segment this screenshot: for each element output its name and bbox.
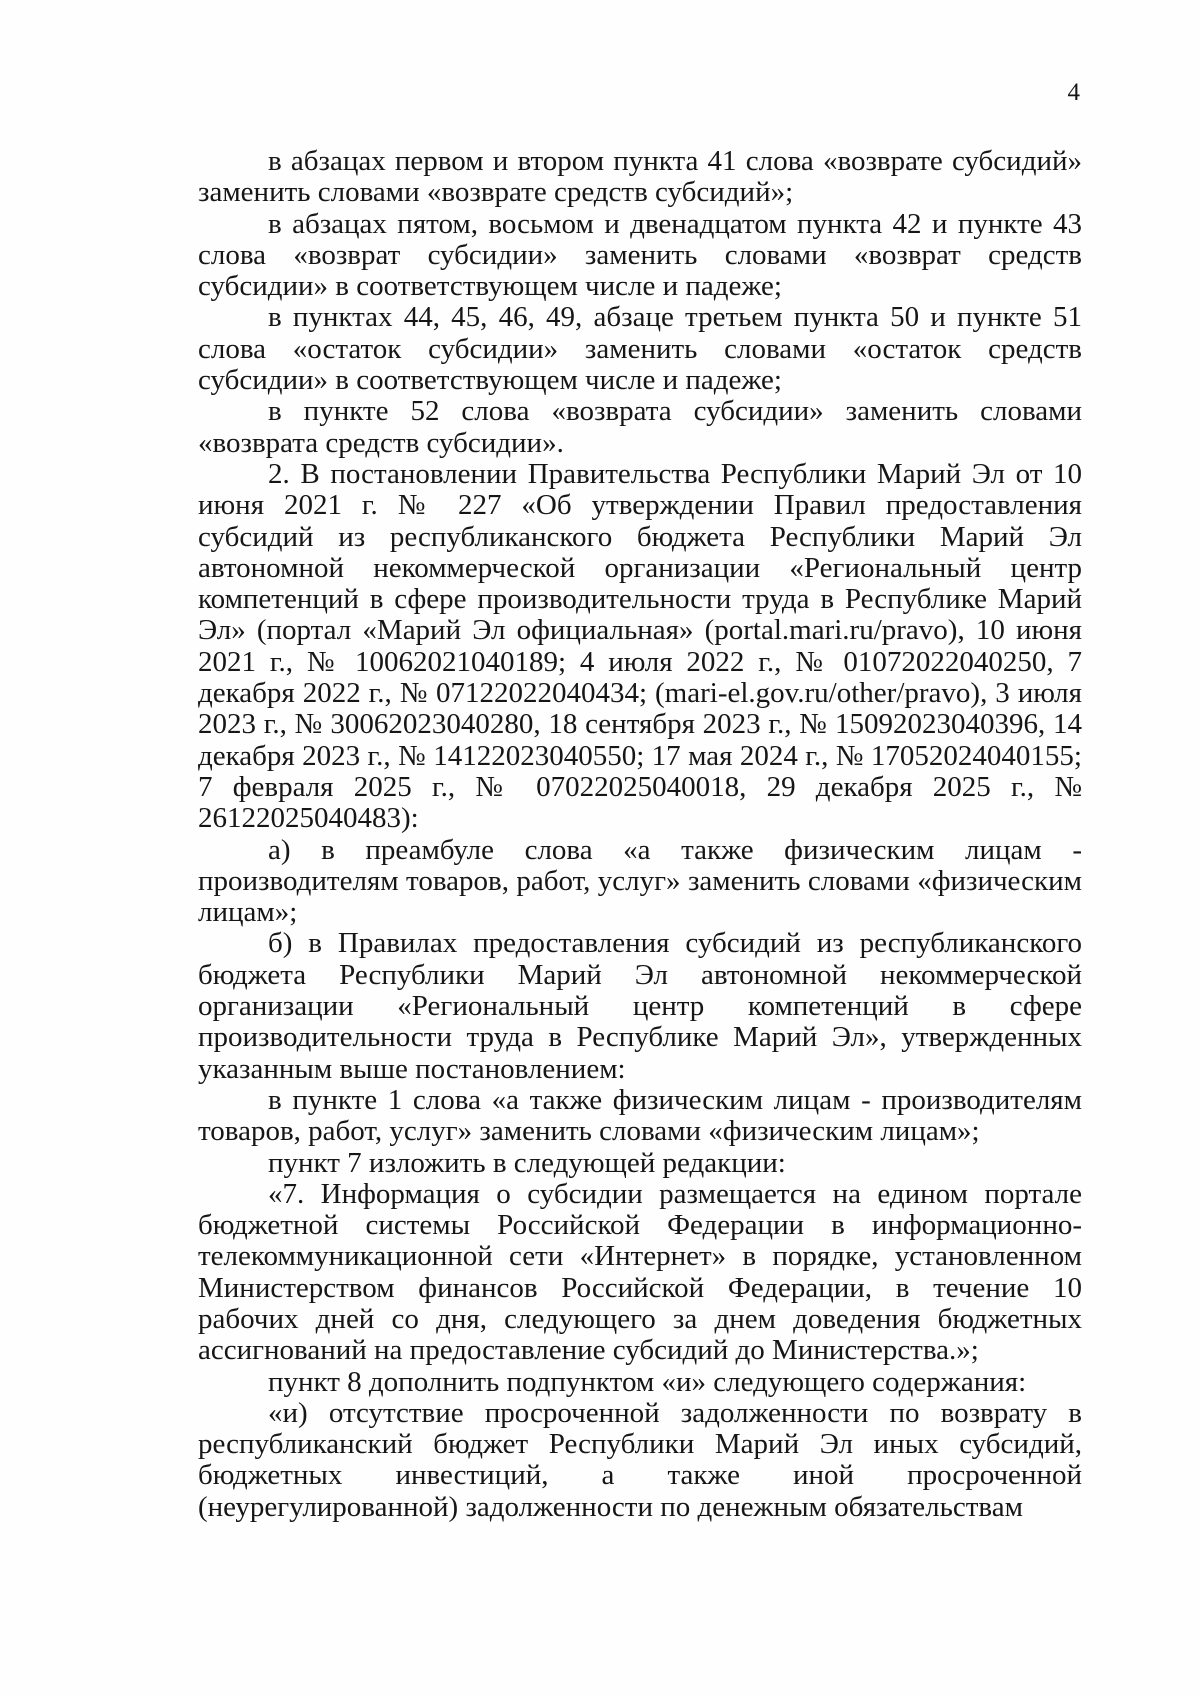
paragraph-6: а) в преамбуле слова «а также физическим лицам - производителям товаров, работ, услуг» заменить словами «физическим лицам»;: [198, 833, 1082, 929]
paragraph-10: «7. Информация о субсидии размещается на едином портале бюджетной системы Российской Федерации в информационно-телекоммуникационной сети «Интернет» в порядке, установленном Министерством финансов Российской Федерации, в течение 10 рабочих дней со дня, следующего за днем доведения бюджетных ассигнований на предоставление субсидий до Министерства.»;: [198, 1177, 1082, 1367]
paragraph-4: в пункте 52 слова «возврата субсидии» заменить словами «возврата средств субсидии».: [198, 395, 1082, 459]
paragraph-9: пункт 7 изложить в следующей редакции:: [268, 1146, 786, 1179]
document-body: [198, 146, 1082, 1523]
paragraph-11: пункт 8 дополнить подпунктом «и» следующего содержания:: [268, 1365, 1027, 1398]
paragraph-7: б) в Правилах предоставления субсидий из республиканского бюджета Республики Марий Эл автономной некоммерческой организации «Региональный центр компетенций в сфере производительности труда в Республике Марий Эл», утвержденных указанным выше постановлением:: [198, 927, 1082, 1085]
page-number: 4: [1067, 79, 1080, 106]
paragraph-8: в пункте 1 слова «а также физическим лицам - производителям товаров, работ, услуг» заменить словами «физическим лицам»;: [198, 1083, 1082, 1148]
paragraph-12: «и) отсутствие просроченной задолженности по возврату в республиканский бюджет Республики Марий Эл иных субсидий, бюджетных инвестиций, а также иной просроченной (неурегулированной) задолженности по денежным обязательствам: [198, 1396, 1082, 1523]
paragraph-1: в абзацах первом и втором пункта 41 слова «возврате субсидий» заменить словами «возврате средств субсидий»;: [198, 145, 1082, 209]
paragraph-2: в абзацах пятом, восьмом и двенадцатом пункта 42 и пункте 43 слова «возврат субсидии» заменить словами «возврат средств субсидии» в соответствующем числе и падеже;: [198, 207, 1082, 303]
paragraph-3: в пунктах 44, 45, 46, 49, абзаце третьем пункта 50 и пункте 51 слова «остаток субсидии» заменить словами «остаток средств субсидии» в соответствующем числе и падеже;: [198, 301, 1082, 397]
paragraph-5: 2. В постановлении Правительства Республики Марий Эл от 10 июня 2021 г. № 227 «Об утверждении Правил предоставления субсидий из республиканского бюджета Республики Марий Эл автономной некоммерческой организации «Региональный центр компетенций в сфере производительности труда в Республике Марий Эл» (портал «Марий Эл официальная» (portal.mari.ru/pravo), 10 июня 2021 г., № 10062021040189; 4 июля 2022 г., № 01072022040250, 7 декабря 2022 г., № 07122022040434; (mari-el.gov.ru/other/pravo), 3 июля 2023 г., № 30062023040280, 18 сентября 2023 г., № 15092023040396, 14 декабря 2023 г., № 14122023040550; 17 мая 2024 г., № 17052024040155; 7 февраля 2025 г., № 07022025040018, 29 декабря 2025 г., № 26122025040483):: [198, 457, 1082, 835]
